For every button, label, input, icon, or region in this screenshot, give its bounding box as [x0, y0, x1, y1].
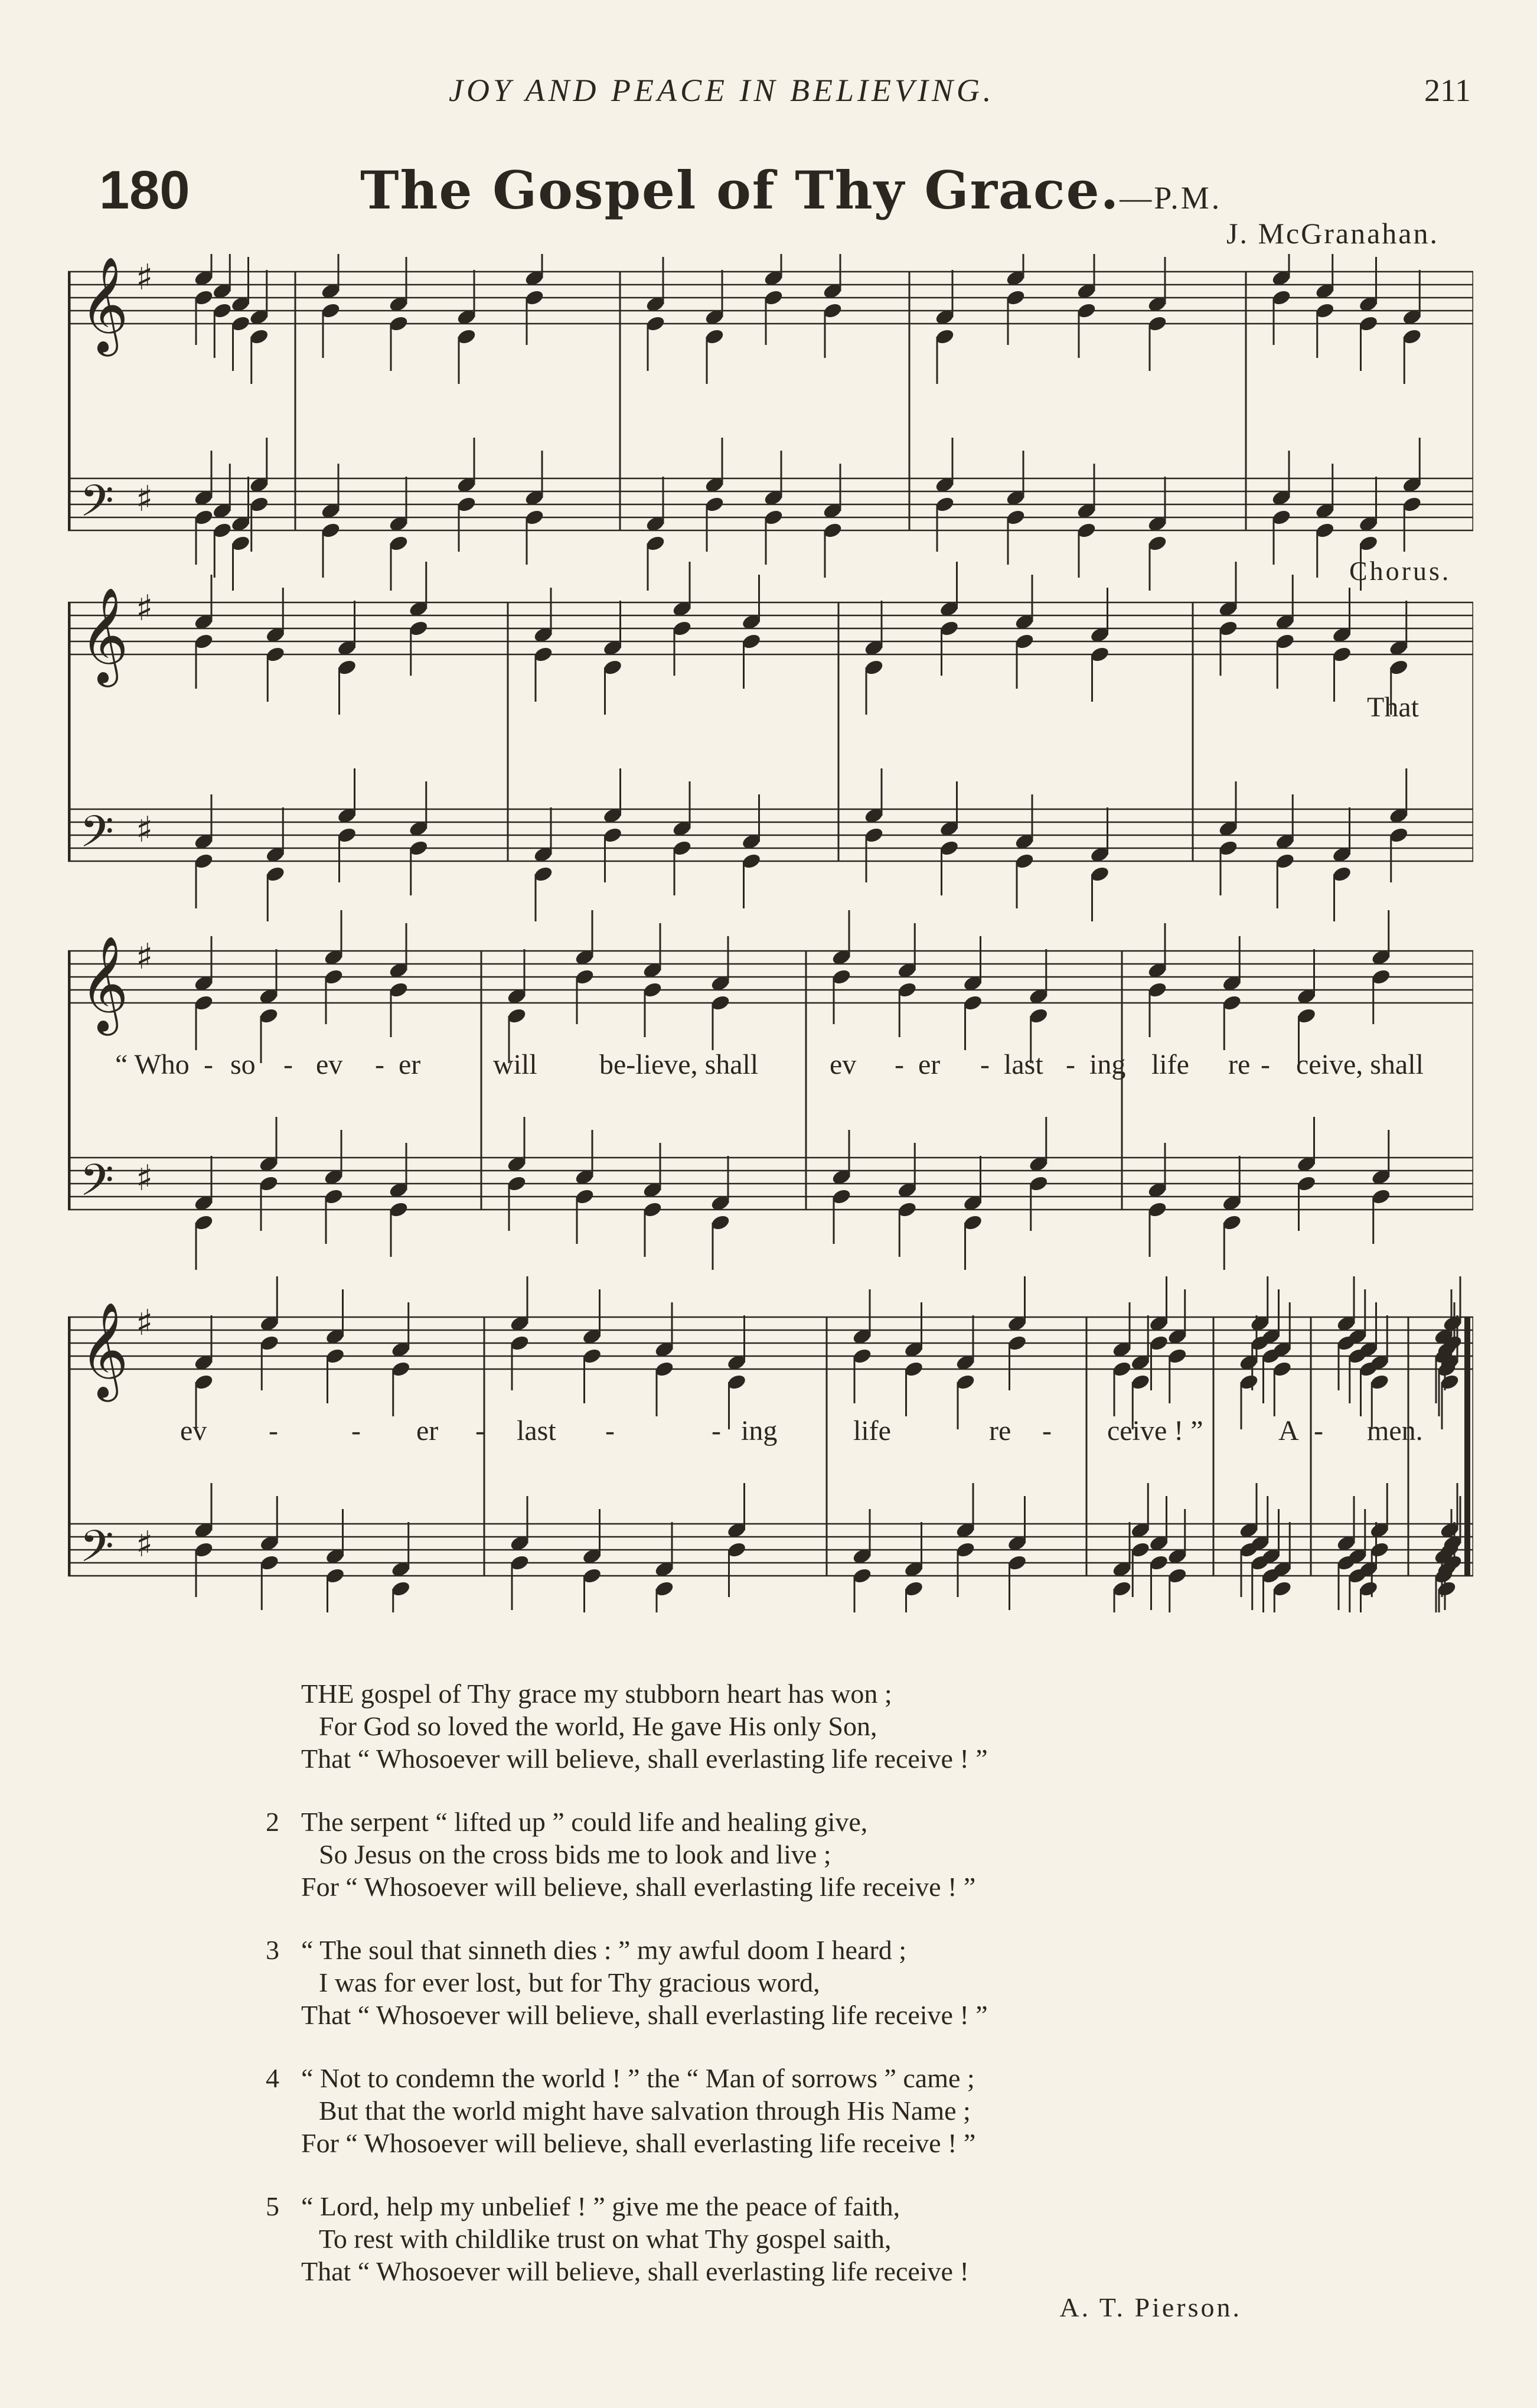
- verse-1: [301, 1677, 1305, 1775]
- verse-line: But that the world might have salvation through His Name ;: [319, 2096, 971, 2126]
- page-header: [0, 72, 1537, 119]
- chorus-label: Chorus.: [1349, 556, 1451, 586]
- lyric-syllable: -: [712, 1415, 721, 1446]
- author: A. T. Pierson.: [1059, 2292, 1242, 2322]
- verse-line: So Jesus on the cross bids me to look and live ;: [319, 1839, 831, 1869]
- lyric-syllable: so: [230, 1049, 256, 1080]
- lyric-syllable: be-lieve, shall: [599, 1049, 759, 1080]
- sharp-icon: ♯: [136, 1524, 154, 1565]
- lyric-syllable: -: [351, 1415, 361, 1446]
- lyric-syllable: -: [283, 1049, 293, 1080]
- score-staves: [68, 254, 1473, 1612]
- hymn-meter: —P.M.: [1120, 180, 1222, 216]
- lyric-syllable: ceive, shall: [1296, 1049, 1424, 1080]
- lyric-syllable: A: [1278, 1415, 1299, 1446]
- lyric-syllable: -: [1314, 1415, 1323, 1446]
- bass-clef-icon: 𝄢: [80, 1155, 114, 1217]
- music-score: [68, 254, 1473, 1612]
- lyric-syllable: life: [1151, 1049, 1189, 1080]
- composer: J. McGranahan.: [1226, 217, 1439, 250]
- verse-line: For “ Whosoever will believe, shall everlasting life receive ! ”: [301, 1872, 976, 1902]
- lyric-syllable: -: [269, 1415, 278, 1446]
- verse-line: For “ Whosoever will believe, shall everlasting life receive ! ”: [301, 2128, 976, 2158]
- bass-clef-icon: 𝄢: [80, 475, 114, 537]
- lyric-syllable: -: [1066, 1049, 1075, 1080]
- verse-line: That “ Whosoever will believe, shall everlasting life receive ! ”: [301, 1744, 988, 1774]
- running-title: JOY AND PEACE IN BELIEVING.: [449, 73, 995, 108]
- verse-line: THE gospel of Thy grace my stubborn heart has won ;: [301, 1679, 892, 1709]
- verse-line: To rest with childlike trust on what Thy gospel saith,: [319, 2224, 892, 2254]
- verse-number: 2: [266, 1807, 279, 1837]
- sharp-icon: ♯: [136, 809, 154, 851]
- lyric-syllable: -: [605, 1415, 615, 1446]
- verse-2: [266, 1806, 1305, 1903]
- verse-line: “ The soul that sinneth dies : ” my awful doom I heard ;: [301, 1935, 906, 1965]
- hymn-number: 180: [99, 160, 190, 220]
- verse-line: “ Lord, help my unbelief ! ” give me the peace of faith,: [301, 2191, 900, 2221]
- verse-line: For God so loved the world, He gave His only Son,: [319, 1711, 877, 1741]
- sharp-icon: ♯: [136, 257, 154, 298]
- treble-clef-icon: 𝄞: [80, 256, 129, 353]
- lyric-syllable: er: [399, 1049, 421, 1080]
- sharp-icon: ♯: [136, 588, 154, 629]
- lyric-syllable: life: [853, 1415, 891, 1446]
- sharp-icon: ♯: [136, 1302, 154, 1344]
- lyric-syllable: -: [1042, 1415, 1052, 1446]
- treble-clef-icon: 𝄞: [80, 936, 129, 1032]
- hymn-title: [360, 159, 1222, 221]
- verse-3: [266, 1934, 1305, 2031]
- sharp-icon: ♯: [136, 936, 154, 977]
- lyric-syllable: ing: [1089, 1049, 1126, 1080]
- verse-5: [266, 2190, 1305, 2288]
- lyric-syllable: last: [517, 1415, 556, 1446]
- lyric-syllable: ev: [830, 1049, 857, 1080]
- lyric-syllable: -: [980, 1049, 990, 1080]
- lyric-syllable: last: [1004, 1049, 1043, 1080]
- lyric-syllable: -: [375, 1049, 384, 1080]
- treble-clef-icon: 𝄞: [80, 587, 129, 683]
- verse-line: That “ Whosoever will believe, shall everlasting life receive !: [301, 2256, 969, 2286]
- verse-number: 4: [266, 2063, 279, 2093]
- bass-clef-icon: 𝄢: [80, 1521, 114, 1583]
- lyric-syllable: will: [493, 1049, 537, 1080]
- lyric-syllable: ev: [180, 1415, 207, 1446]
- page-number: 211: [1424, 73, 1471, 108]
- verse-line: I was for ever lost, but for Thy gracious word,: [319, 1967, 820, 1998]
- lyric-syllable: ing: [741, 1415, 778, 1446]
- hymn-heading: [0, 159, 1537, 254]
- treble-clef-icon: 𝄞: [80, 1302, 129, 1398]
- lyric-syllable: -: [204, 1049, 213, 1080]
- sharp-icon: ♯: [136, 1158, 154, 1199]
- lyric-syllable: -: [895, 1049, 904, 1080]
- verse-4: [266, 2062, 1305, 2159]
- verse-number: 5: [266, 2191, 279, 2221]
- lyric-that: That: [1367, 692, 1419, 723]
- verse-line: That “ Whosoever will believe, shall everlasting life receive ! ”: [301, 2000, 988, 2030]
- verse-number: 3: [266, 1935, 279, 1965]
- lyric-syllable: ev: [316, 1049, 343, 1080]
- lyric-syllable: ceive ! ”: [1107, 1415, 1203, 1446]
- lyric-syllable: -: [1261, 1049, 1270, 1080]
- lyric-syllable: “ Who: [115, 1049, 190, 1080]
- lyric-syllable: men.: [1367, 1415, 1423, 1446]
- bass-clef-icon: 𝄢: [80, 806, 114, 868]
- lyric-syllable: er: [918, 1049, 941, 1080]
- verse-line: The serpent “ lifted up ” could life and healing give,: [301, 1807, 868, 1837]
- verse-line: “ Not to condemn the world ! ” the “ Man of sorrows ” came ;: [301, 2063, 975, 2093]
- lyric-syllable: re: [989, 1415, 1011, 1446]
- hymn-title-text: The Gospel of Thy Grace.: [360, 159, 1120, 221]
- lyric-syllable: re: [1228, 1049, 1251, 1080]
- lyric-syllable: -: [475, 1415, 485, 1446]
- sharp-icon: ♯: [136, 478, 154, 520]
- verses: [266, 1677, 1305, 2318]
- lyric-syllable: er: [416, 1415, 439, 1446]
